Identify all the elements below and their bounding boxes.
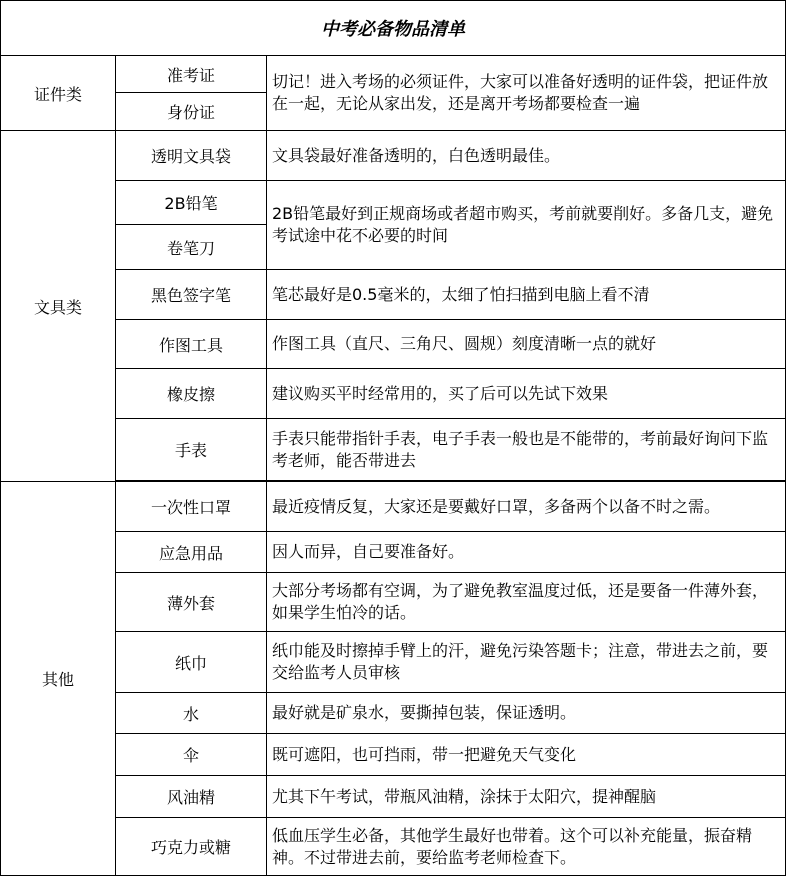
note-cell: 建议购买平时经常用的，买了后可以先试下效果	[267, 369, 786, 419]
item-cell: 手表	[116, 419, 267, 481]
item-cell: 准考证	[116, 56, 267, 93]
item-cell: 黑色签字笔	[116, 270, 267, 320]
item-cell: 巧克力或糖	[116, 818, 267, 876]
note-cell: 因人而异，自己要准备好。	[267, 532, 786, 573]
table-row	[1, 632, 786, 693]
table-row	[1, 419, 786, 481]
table-row	[1, 131, 786, 181]
table-row	[1, 734, 786, 776]
table-row	[1, 320, 786, 369]
category-cell: 证件类	[1, 56, 116, 131]
table-row	[1, 573, 786, 632]
item-cell: 一次性口罩	[116, 482, 267, 532]
item-cell: 水	[116, 693, 267, 734]
table-row	[1, 270, 786, 320]
table-row	[1, 818, 786, 876]
item-cell: 纸巾	[116, 632, 267, 693]
note-cell: 大部分考场都有空调，为了避免教室温度过低，还是要备一件薄外套，如果学生怕冷的话。	[267, 573, 786, 632]
table-row	[1, 532, 786, 573]
note-cell: 最好就是矿泉水，要撕掉包装，保证透明。	[267, 693, 786, 734]
item-cell: 风油精	[116, 776, 267, 818]
category-cell: 文具类	[1, 131, 116, 482]
note-cell: 手表只能带指针手表，电子手表一般也是不能带的，考前最好询问下监考老师，能否带进去	[267, 419, 786, 481]
item-cell: 伞	[116, 734, 267, 776]
item-cell: 橡皮擦	[116, 369, 267, 419]
note-cell: 最近疫情反复，大家还是要戴好口罩，多备两个以备不时之需。	[267, 482, 786, 532]
note-cell: 文具袋最好准备透明的，白色透明最佳。	[267, 131, 786, 181]
table-row	[1, 776, 786, 818]
table-row	[1, 482, 786, 532]
item-cell: 应急用品	[116, 532, 267, 573]
item-cell: 2B铅笔	[116, 181, 267, 225]
title-row	[1, 1, 786, 56]
note-cell: 2B铅笔最好到正规商场或者超市购买，考前就要削好。多备几支，避免考试途中花不必要的时间	[267, 181, 786, 270]
item-cell: 卷笔刀	[116, 225, 267, 270]
note-cell: 笔芯最好是0.5毫米的，太细了怕扫描到电脑上看不清	[267, 270, 786, 320]
item-cell: 透明文具袋	[116, 131, 267, 181]
table-row	[1, 369, 786, 419]
note-cell: 作图工具（直尺、三角尺、圆规）刻度清晰一点的就好	[267, 320, 786, 369]
note-cell: 切记！进入考场的必须证件，大家可以准备好透明的证件袋，把证件放在一起，无论从家出发，还是离开考场都要检查一遍	[267, 56, 786, 131]
item-cell: 身份证	[116, 93, 267, 131]
note-cell: 纸巾能及时擦掉手臂上的汗，避免污染答题卡；注意，带进去之前，要交给监考人员审核	[267, 632, 786, 693]
table-row	[1, 693, 786, 734]
table-title: 中考必备物品清单	[1, 1, 786, 56]
note-cell: 既可遮阳，也可挡雨，带一把避免天气变化	[267, 734, 786, 776]
table-row	[1, 181, 786, 225]
table-row	[1, 56, 786, 93]
category-cell: 其他	[1, 482, 116, 876]
note-cell: 低血压学生必备，其他学生最好也带着。这个可以补充能量，振奋精神。不过带进去前，要给监考老师检查下。	[267, 818, 786, 876]
note-cell: 尤其下午考试，带瓶风油精，涂抹于太阳穴，提神醒脑	[267, 776, 786, 818]
item-cell: 作图工具	[116, 320, 267, 369]
item-cell: 薄外套	[116, 573, 267, 632]
